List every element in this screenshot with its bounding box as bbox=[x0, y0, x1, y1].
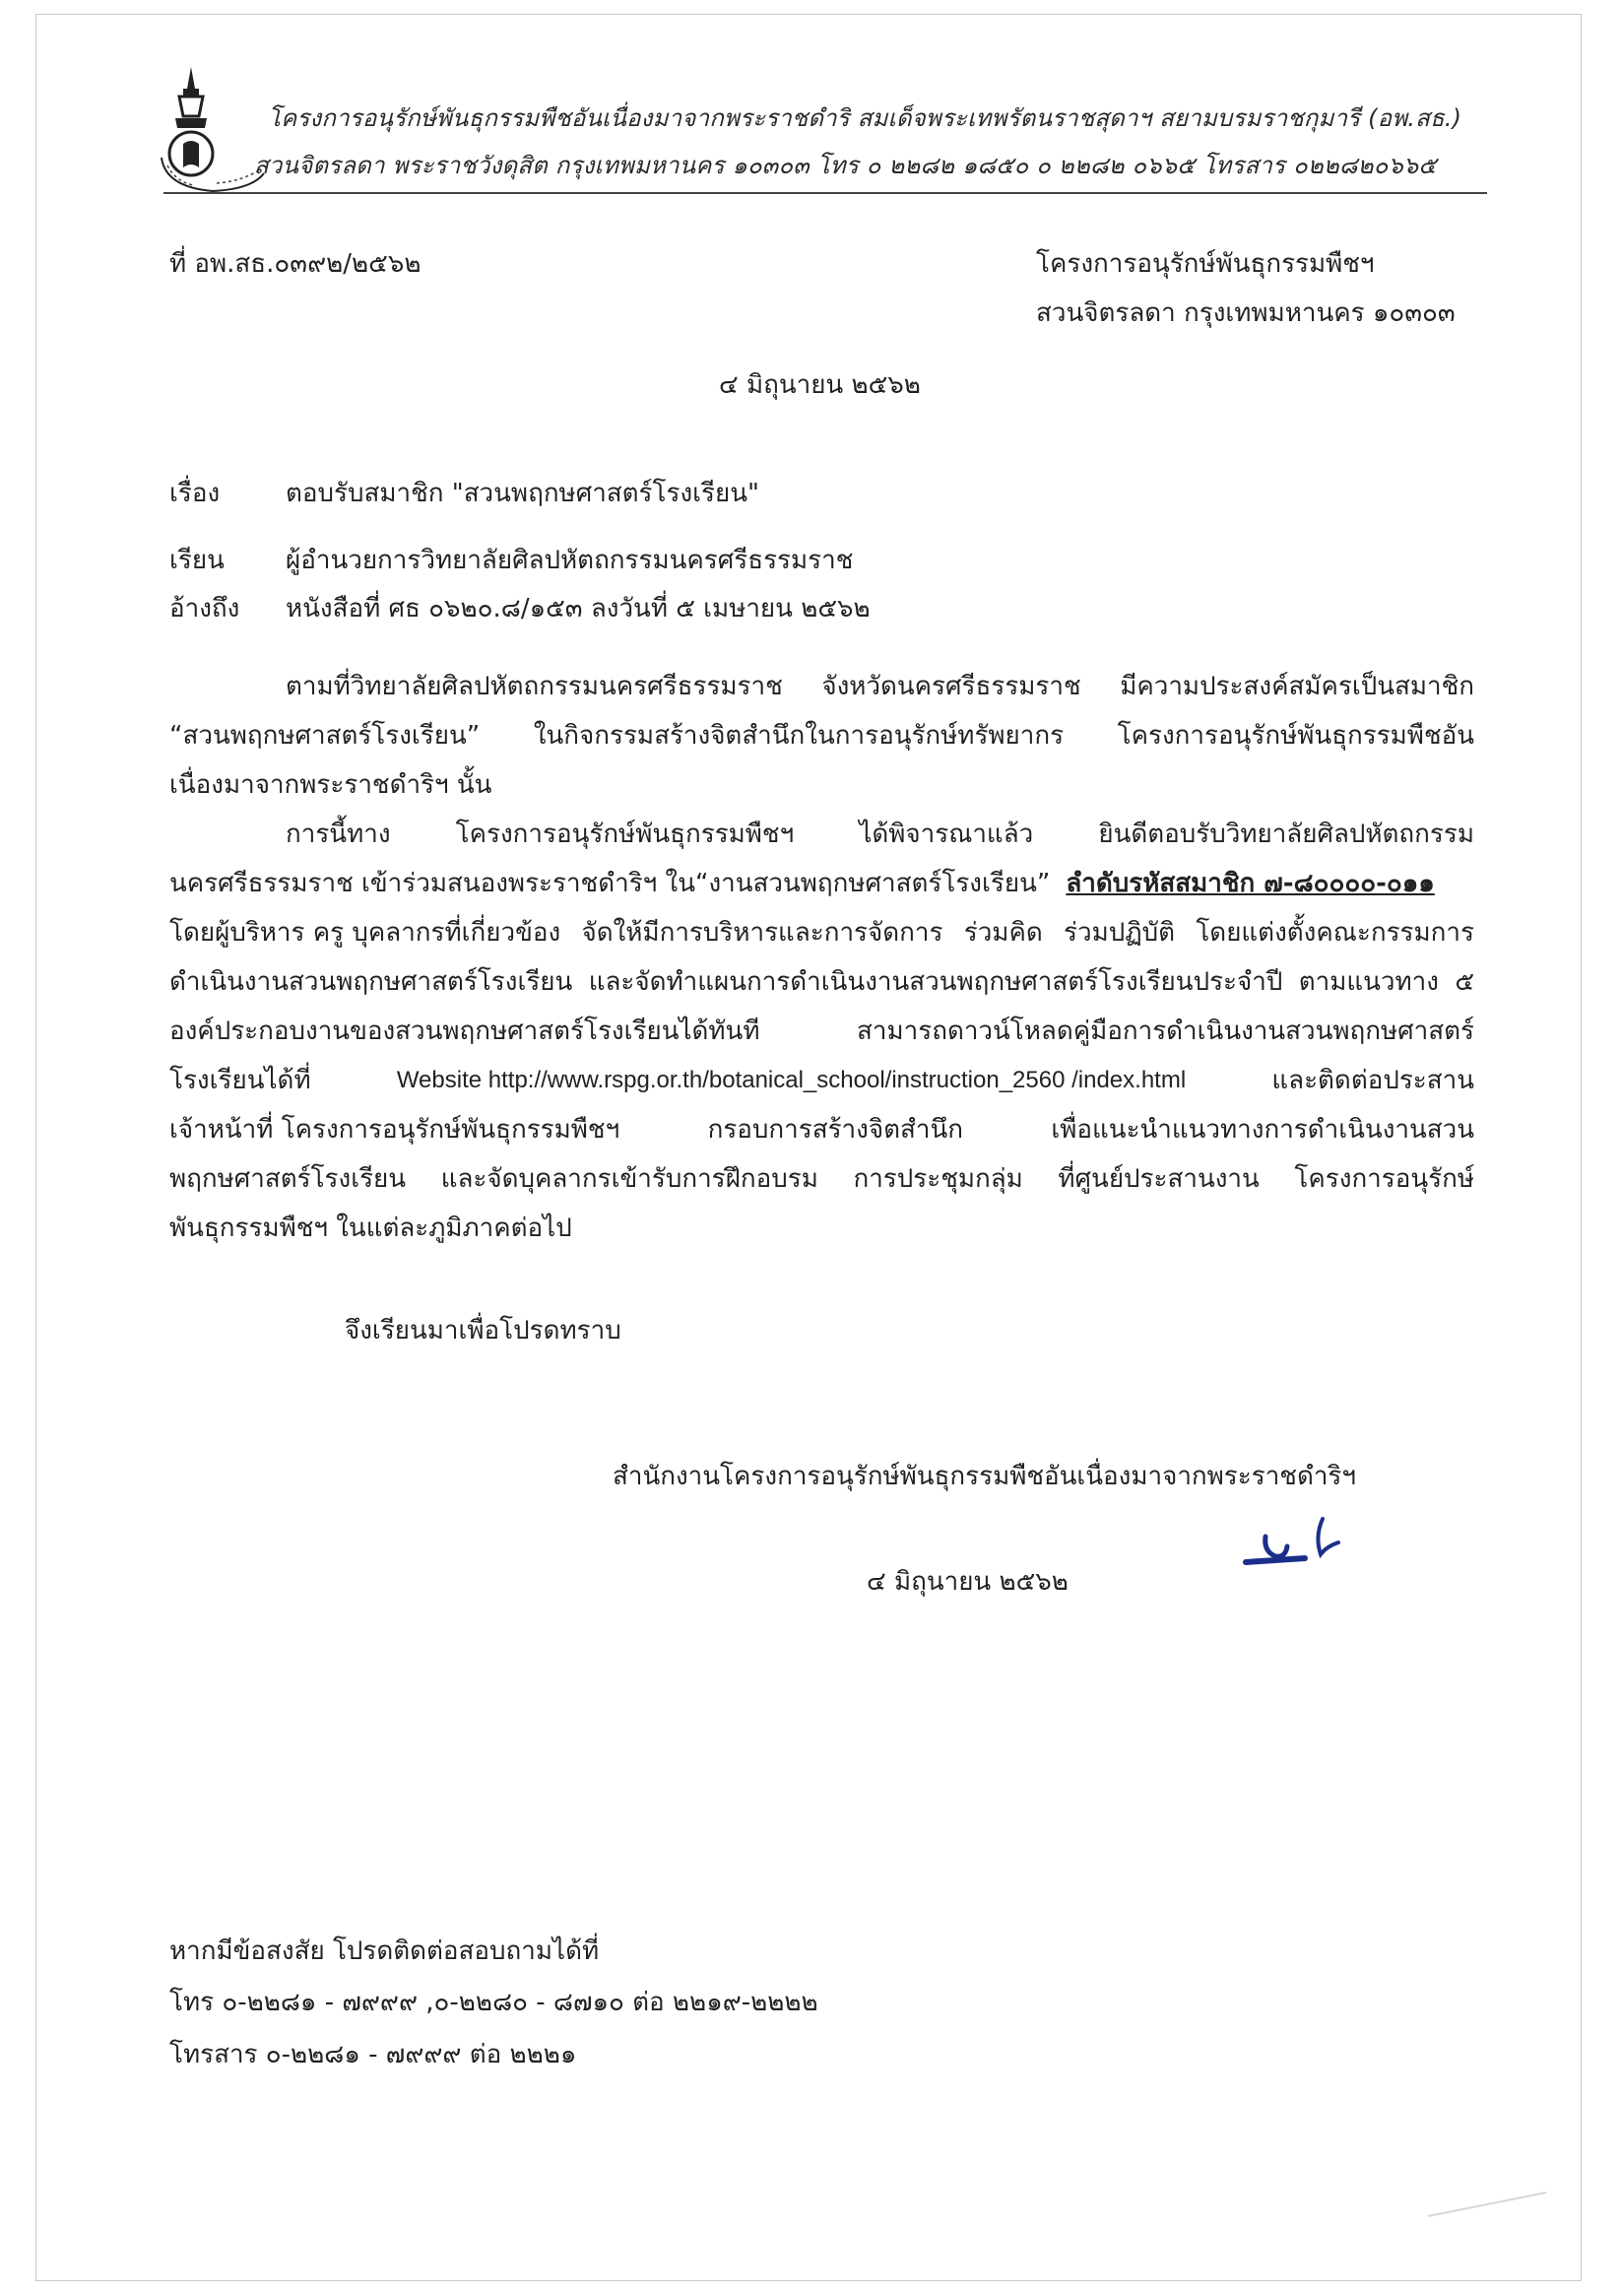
text-run: ร่วมคิด bbox=[963, 918, 1043, 948]
text-run: กรอบการสร้างจิตสำนึก bbox=[707, 1115, 963, 1145]
text-run: ๕ bbox=[1455, 967, 1474, 997]
paragraph-line bbox=[169, 1204, 1474, 1253]
text-run: ร่วมปฏิบัติ bbox=[1064, 918, 1176, 948]
paragraph-line bbox=[169, 1007, 1474, 1056]
member-code: ลำดับรหัสสมาชิก ๗-๘๐๐๐๐-๐๑๑ bbox=[1066, 869, 1435, 898]
text-run: ตามที่วิทยาลัยศิลปหัตถกรรมนครศรีธรรมราช bbox=[286, 672, 783, 701]
paragraph-line bbox=[169, 1154, 1474, 1204]
reference-text: หนังสือที่ ศธ ๐๖๒๐.๘/๑๕๓ ลงวันที่ ๕ เมษายน ๒๕๖๒ bbox=[286, 594, 871, 623]
header-line-1: โครงการอนุรักษ์พันธุกรรมพืชอันเนื่องมาจากพระราชดำริ สมเด็จพระเทพรัตนราชสุดาฯ สยามบรมราชกุมารี (อพ.สธ.) bbox=[268, 104, 1462, 132]
text-run: และจัดบุคลากรเข้ารับการฝึกอบรม bbox=[440, 1164, 818, 1194]
text-run: ตามแนวทาง bbox=[1298, 967, 1439, 997]
text-run: พฤกษศาสตร์โรงเรียน bbox=[169, 1164, 407, 1194]
reference-number: ที่ อพ.สธ.๐๓๙๒/๒๕๖๒ bbox=[169, 249, 421, 279]
paragraph-line bbox=[169, 810, 1474, 859]
subject-label: เรื่อง bbox=[169, 479, 221, 508]
text-run: โครงการอนุรักษ์ bbox=[1294, 1164, 1474, 1194]
text-run: และติดต่อประสาน bbox=[1271, 1066, 1474, 1095]
text-run: โครงการอนุรักษ์พันธุกรรมพืชฯ bbox=[455, 820, 795, 849]
header-divider bbox=[163, 192, 1487, 194]
text-run: มีความประสงค์สมัครเป็นสมาชิก bbox=[1120, 672, 1474, 701]
signature-mark bbox=[1236, 1507, 1374, 1576]
text-run: พันธุกรรมพืชฯ ในแต่ละภูมิภาคต่อไป bbox=[169, 1214, 572, 1243]
paragraph-line bbox=[169, 957, 1474, 1007]
text-run: เพื่อแนะนำแนวทางการดำเนินงานสวน bbox=[1051, 1115, 1474, 1145]
paragraph-line bbox=[169, 1105, 1474, 1154]
text-run: โรงเรียนได้ที่ bbox=[169, 1066, 311, 1095]
text-run: จัดให้มีการบริหารและการจัดการ bbox=[581, 918, 943, 948]
text-run: การประชุมกลุ่ม bbox=[853, 1164, 1023, 1194]
signature-office: สำนักงานโครงการอนุรักษ์พันธุกรรมพืชอันเนื่องมาจากพระราชดำริฯ bbox=[613, 1462, 1356, 1491]
contact-fax: โทรสาร ๐-๒๒๘๑ - ๗๙๙๙ ต่อ ๒๒๒๑ bbox=[169, 2040, 577, 2069]
recipient-label: เรียน bbox=[169, 546, 225, 575]
text-run: โครงการอนุรักษ์พันธุกรรมพืชอัน bbox=[1117, 721, 1474, 751]
paragraph-line bbox=[169, 711, 1474, 760]
text-run: และจัดทำแผนการดำเนินงานสวนพฤกษศาสตร์โรงเรียนประจำปี bbox=[588, 967, 1283, 997]
contact-phone: โทร ๐-๒๒๘๑ - ๗๙๙๙ ,๐-๒๒๘๐ - ๘๗๑๐ ต่อ ๒๒๑๙-๒๒๒๒ bbox=[169, 1988, 818, 2017]
paragraph-1 bbox=[169, 662, 1474, 810]
paragraph-line bbox=[169, 1056, 1474, 1105]
paragraph-line bbox=[169, 662, 1474, 711]
text-run: ที่ศูนย์ประสานงาน bbox=[1058, 1164, 1260, 1194]
text-run: โดยแต่งตั้งคณะกรรมการ bbox=[1196, 918, 1474, 948]
paragraph-2 bbox=[169, 810, 1474, 1253]
text-run: “สวนพฤกษศาสตร์โรงเรียน” bbox=[169, 721, 481, 751]
recipient-text: ผู้อำนวยการวิทยาลัยศิลปหัตถกรรมนครศรีธรรมราช bbox=[286, 546, 854, 575]
paragraph-line bbox=[169, 760, 1474, 810]
sender-address: สวนจิตรลดา กรุงเทพมหานคร ๑๐๓๐๓ bbox=[1036, 298, 1456, 328]
text-run: องค์ประกอบงานของสวนพฤกษศาสตร์โรงเรียนได้ทันที bbox=[169, 1017, 760, 1046]
paragraph-line bbox=[169, 908, 1474, 957]
contact-intro: หากมีข้อสงสัย โปรดติดต่อสอบถามได้ที่ bbox=[169, 1936, 600, 1966]
text-run: จังหวัดนครศรีธรรมราช bbox=[821, 672, 1081, 701]
text-run: การนี้ทาง bbox=[286, 820, 391, 849]
sender-name: โครงการอนุรักษ์พันธุกรรมพืชฯ bbox=[1036, 249, 1375, 279]
text-run: เจ้าหน้าที่ โครงการอนุรักษ์พันธุกรรมพืชฯ bbox=[169, 1115, 620, 1145]
text-run: โดยผู้บริหาร ครู บุคลากรที่เกี่ยวข้อง bbox=[169, 918, 561, 948]
website-link[interactable]: Website http://www.rspg.or.th/botanical_school/instruction_2560 /index.html bbox=[396, 1067, 1187, 1093]
text-run: เนื่องมาจากพระราชดำริฯ นั้น bbox=[169, 770, 492, 800]
letter-date: ๔ มิถุนายน ๒๕๖๒ bbox=[719, 370, 921, 400]
text-run: ในกิจกรรมสร้างจิตสำนึกในการอนุรักษ์ทรัพยากร bbox=[533, 721, 1065, 751]
text-run: นครศรีธรรมราช เข้าร่วมสนองพระราชดำริฯ ใน“งานสวนพฤกษศาสตร์โรงเรียน” bbox=[169, 869, 1051, 898]
subject-text: ตอบรับสมาชิก "สวนพฤกษศาสตร์โรงเรียน" bbox=[286, 479, 759, 508]
scan-mark bbox=[1418, 2187, 1556, 2226]
text-run: ดำเนินงานสวนพฤกษศาสตร์โรงเรียน bbox=[169, 967, 573, 997]
signature-date: ๔ มิถุนายน ๒๕๖๒ bbox=[867, 1567, 1069, 1597]
header-line-2: สวนจิตรลดา พระราชวังดุสิต กรุงเทพมหานคร ๑๐๓๐๓ โทร ๐ ๒๒๘๒ ๑๘๕๐ ๐ ๒๒๘๒ ๐๖๖๕ โทรสาร ๐๒๒๘๒๐๖๖๕ bbox=[254, 152, 1437, 179]
paragraph-line bbox=[169, 859, 1474, 908]
reference-label: อ้างถึง bbox=[169, 594, 240, 623]
text-run: ได้พิจารณาแล้ว bbox=[859, 820, 1034, 849]
text-run: สามารถดาวน์โหลดคู่มือการดำเนินงานสวนพฤกษศาสตร์ bbox=[857, 1017, 1474, 1046]
text-run: ยินดีตอบรับวิทยาลัยศิลปหัตถกรรม bbox=[1098, 820, 1474, 849]
closing-phrase: จึงเรียนมาเพื่อโปรดทราบ bbox=[345, 1316, 621, 1345]
